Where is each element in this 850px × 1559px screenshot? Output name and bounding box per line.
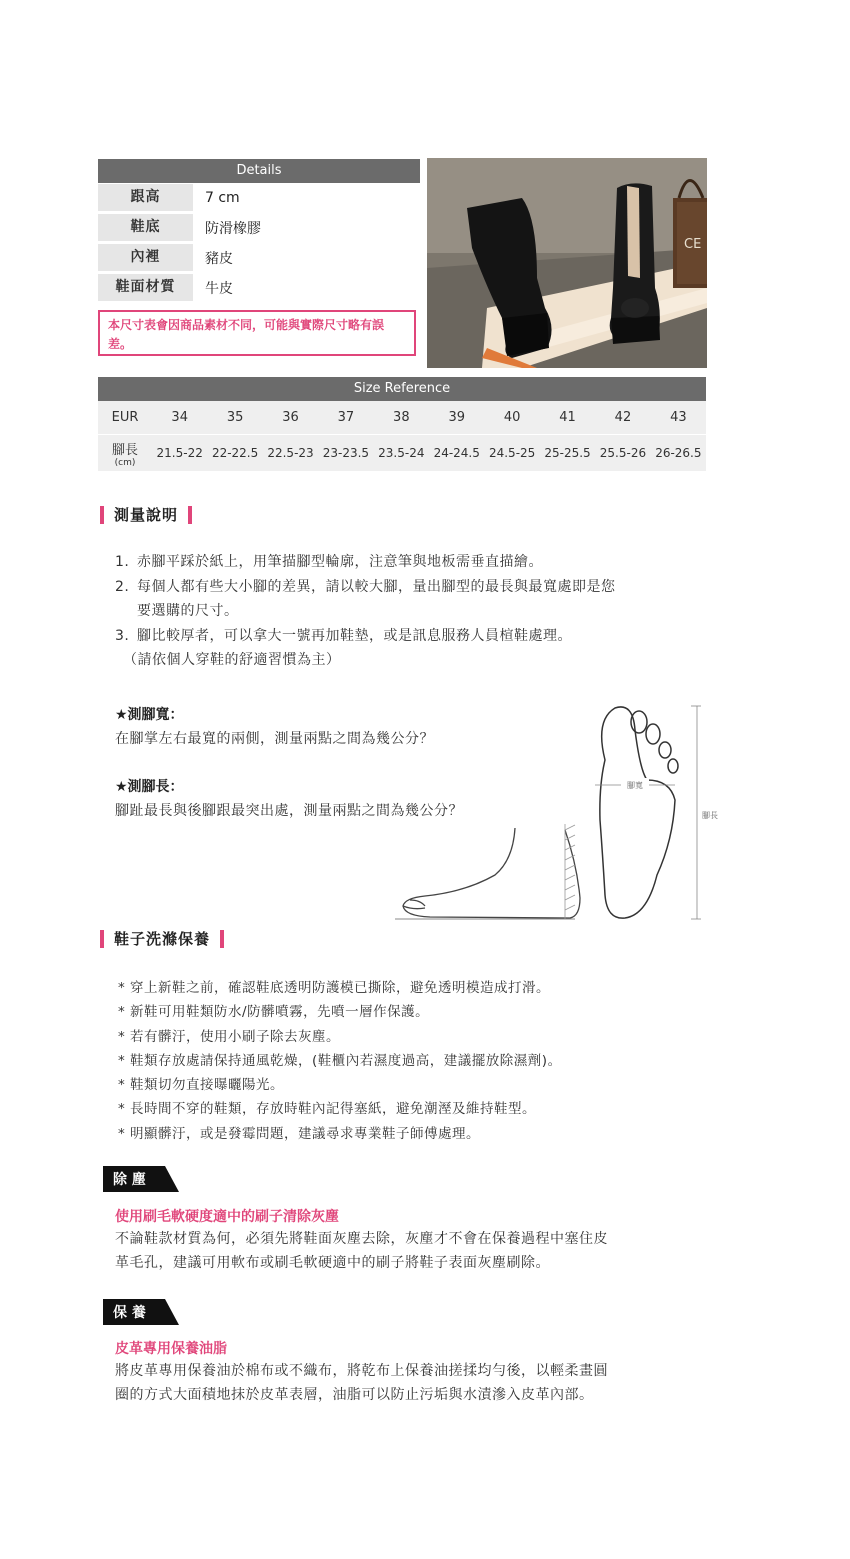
size-cell: 36: [282, 410, 299, 425]
details-label: 鞋底: [98, 214, 193, 241]
foot-side-view: [395, 828, 580, 919]
foot-length-label: [98, 435, 152, 471]
details-label: 跟高: [98, 184, 193, 211]
care-tip: * 長時間不穿的鞋類，存放時鞋內記得塞紙，避免潮溼及維持鞋型。: [118, 1101, 537, 1118]
dust-paragraph: [115, 1227, 705, 1275]
size-cell: 39: [448, 410, 465, 425]
wall-hatch: [565, 824, 575, 919]
details-table: [98, 159, 420, 303]
heading-bar: [100, 506, 104, 524]
heading-bar: [100, 930, 104, 948]
care-tip: * 鞋類存放處請保持通風乾燥，(鞋櫃內若濕度過高，建議擺放除濕劑)。: [118, 1052, 562, 1069]
maintain-tag-text: 保 養: [113, 1305, 146, 1321]
foot-length-label-text: 腳長: [111, 442, 138, 458]
care-section-heading: [100, 928, 224, 949]
foot-top-view: [600, 707, 678, 918]
eur-size-row: [98, 401, 706, 435]
dust-subtitle: 使用刷毛軟硬度適中的刷子清除灰塵: [115, 1209, 339, 1225]
product-photo: [427, 158, 707, 368]
step-text: 每個人都有些大小腳的差異，請以較大腳，量出腳型的最長與最寬處即是您: [137, 578, 616, 595]
size-cell: 34: [171, 410, 188, 425]
length-cell: 25-25.5: [544, 446, 591, 460]
dust-tag: [103, 1166, 179, 1196]
length-cell: 26-26.5: [655, 446, 702, 460]
dust-line: 革毛孔，建議可用軟布或刷毛軟硬適中的刷子將鞋子表面灰塵刷除。: [115, 1255, 550, 1271]
step-number: 3.: [115, 627, 130, 644]
length-cell: 24.5-25: [488, 446, 536, 460]
care-tip: * 新鞋可用鞋類防水/防髒噴霧，先噴一層作保護。: [118, 1004, 430, 1021]
care-tip: * 穿上新鞋之前，確認鞋底透明防護模已撕除，避免透明模造成打滑。: [118, 980, 551, 996]
foot-length-diagram-label: 腳長: [702, 811, 718, 820]
care-tips-list: [118, 976, 562, 1146]
size-cell: 40: [503, 410, 521, 425]
step-text: 赤腳平踩於紙上，用筆描腳型輪廓，注意筆與地板需垂直描繪。: [137, 554, 543, 570]
size-cell: 42: [614, 410, 632, 425]
measure-section-heading: [100, 504, 192, 525]
measure-title: 測量說明: [114, 506, 179, 524]
details-label: 內裡: [98, 244, 193, 271]
measure-step: [115, 550, 715, 575]
maintain-line: 圈的方式大面積地抹於皮革表層，油脂可以防止污垢與水漬滲入皮革內部。: [115, 1387, 594, 1403]
care-title: 鞋子洗滌保養: [114, 930, 211, 948]
maintain-tag: [103, 1299, 179, 1329]
size-cell: 35: [226, 410, 244, 425]
length-cell: 23-23.5: [322, 446, 370, 460]
maintain-paragraph: [115, 1359, 705, 1407]
foot-length-text: 腳趾最長與後腳跟最突出處，測量兩點之間為幾公分？: [115, 803, 463, 819]
details-row-heel: [98, 183, 420, 213]
size-reference-table: [98, 377, 706, 471]
step-text-continued: 要選購的尺寸。: [137, 603, 239, 619]
details-row-upper: [98, 273, 420, 303]
maintain-tag-shape: [103, 1299, 179, 1325]
heading-bar: [220, 930, 224, 948]
dust-line: 不論鞋款材質為何，必須先將鞋面灰塵去除，灰塵才不會在保養過程中塞住皮: [115, 1231, 608, 1247]
heading-bar: [188, 506, 192, 524]
details-label: 鞋面材質: [98, 274, 193, 301]
length-cell: 22.5-23: [267, 446, 314, 460]
maintain-subtitle: 皮革專用保養油脂: [115, 1341, 227, 1357]
size-disclaimer: 本尺寸表會因商品素材不同，可能與實際尺寸略有誤差。: [98, 310, 416, 356]
size-cell: 41: [559, 410, 576, 425]
size-cell: 38: [393, 410, 410, 425]
foot-length-title: ★測腳長：: [115, 779, 184, 795]
maintain-line: 將皮革專用保養油於棉布或不織布，將乾布上保養油搓揉均勻後，以輕柔畫圓: [115, 1363, 608, 1379]
bag-logo: CE: [684, 237, 702, 252]
details-value: 牛皮: [205, 280, 233, 297]
foot-width-label: 腳寬: [627, 781, 643, 790]
foot-measure-diagram: [385, 700, 730, 925]
boot-photo-illustration: [427, 158, 707, 368]
eur-label: [98, 401, 152, 434]
details-row-sole: [98, 213, 420, 243]
care-tip: * 明顯髒汙，或是發霉問題，建議尋求專業鞋子師傅處理。: [118, 1125, 481, 1142]
details-value: 豬皮: [205, 250, 233, 267]
foot-length-unit: (cm): [114, 457, 136, 468]
size-cell: 43: [670, 410, 687, 425]
foot-width-title: ★測腳寬：: [115, 707, 184, 723]
step-text: 腳比較厚者，可以拿大一號再加鞋墊，或是訊息服務人員楦鞋處理。: [137, 627, 572, 644]
length-cell: 25.5-26: [599, 446, 647, 460]
foot-length-row: [98, 435, 706, 471]
measure-steps: [115, 550, 715, 673]
length-cell: 21.5-22: [156, 446, 203, 460]
length-cell: 23.5-24: [378, 446, 425, 460]
foot-width-text: 在腳掌左右最寬的兩側，測量兩點之間為幾公分？: [115, 731, 434, 747]
care-tip: * 鞋類切勿直接曝曬陽光。: [118, 1077, 285, 1094]
details-value: 7 cm: [205, 189, 240, 206]
dust-tag-shape: [103, 1166, 179, 1192]
details-value: 防滑橡膠: [205, 220, 261, 237]
dust-tag-text: 除 塵: [113, 1172, 146, 1188]
care-tip: * 若有髒汙，使用小刷子除去灰塵。: [118, 1028, 341, 1045]
measure-step: [115, 624, 715, 649]
details-header: Details: [98, 159, 420, 183]
length-cell: 22-22.5: [211, 446, 259, 460]
size-cell: 37: [337, 410, 355, 425]
step-number: 2.: [115, 578, 130, 595]
length-cell: 24-24.5: [433, 446, 480, 460]
measure-note: （請依個人穿鞋的舒適習慣為主）: [123, 652, 341, 668]
measure-step: [115, 575, 715, 600]
eur-label-text: EUR: [111, 410, 139, 425]
size-reference-header: Size Reference: [98, 377, 706, 401]
details-row-lining: [98, 243, 420, 273]
step-number: 1.: [115, 554, 130, 570]
